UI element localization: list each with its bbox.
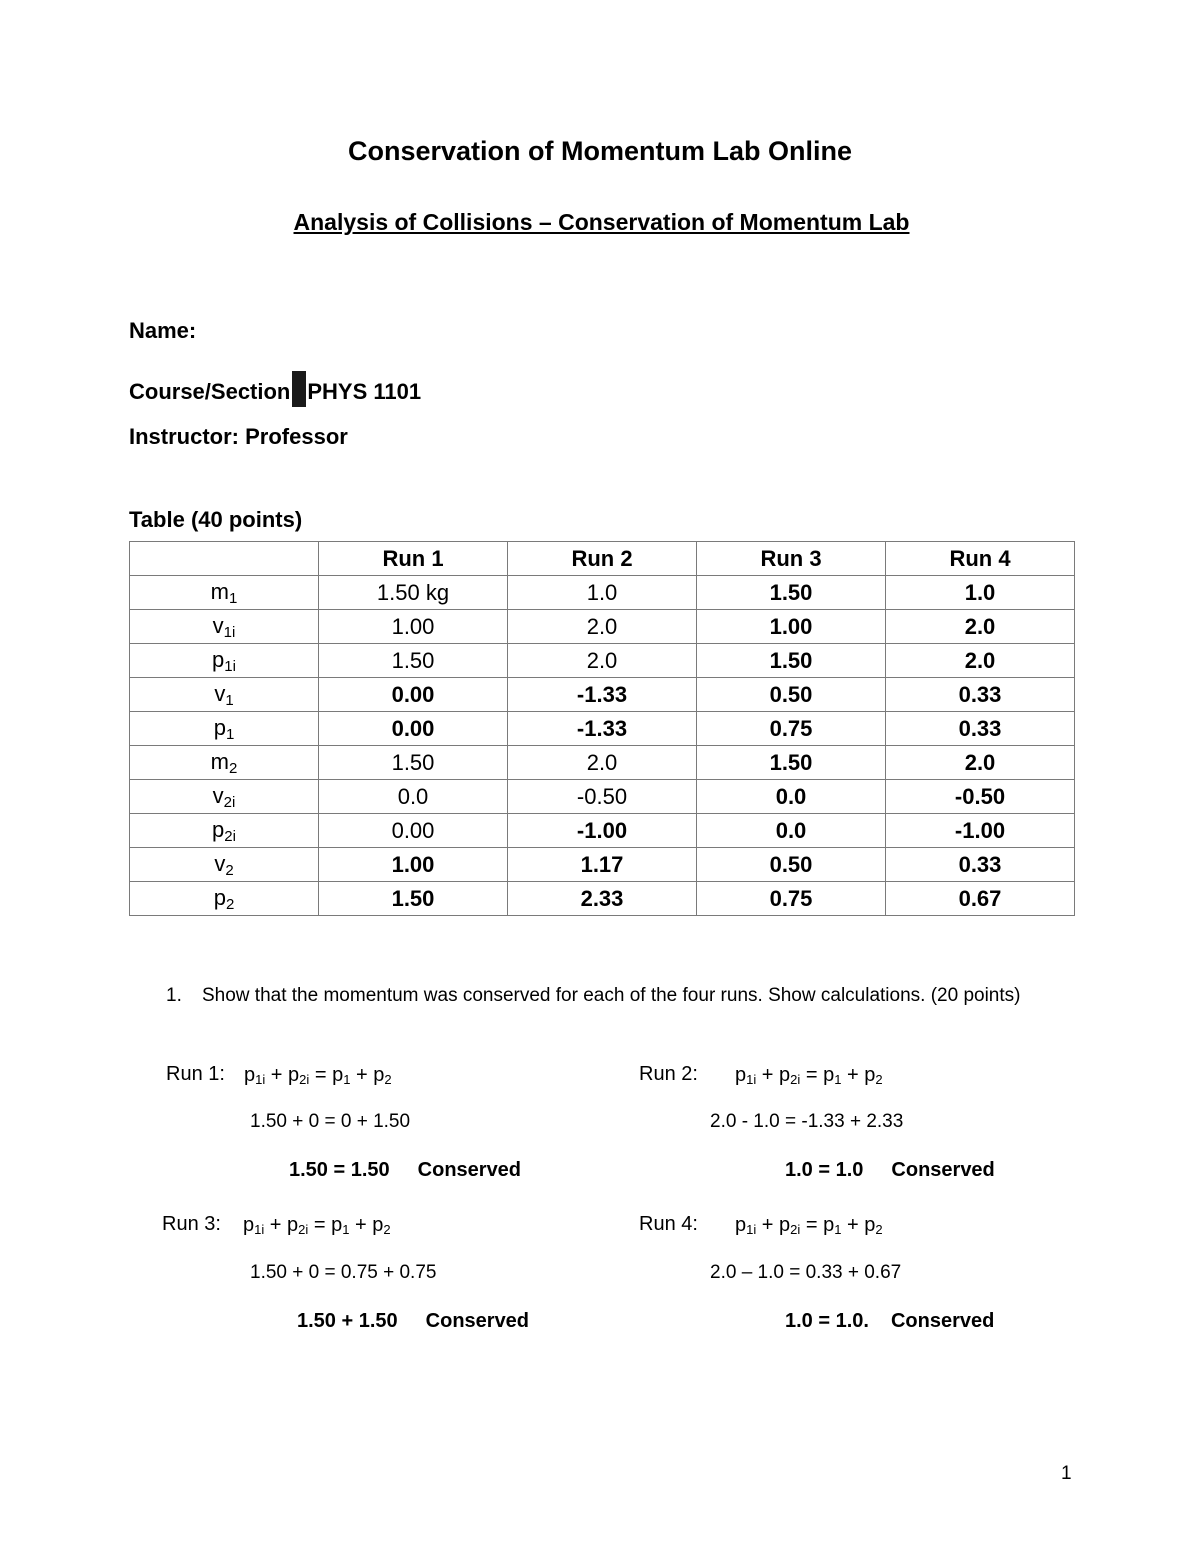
value-cell-run-2: -1.33 — [508, 712, 697, 746]
variable-subscript: 1 — [225, 725, 235, 743]
value-cell-run-3: 1.50 — [697, 746, 886, 780]
value-cell-run-3: 1.50 — [697, 644, 886, 678]
variable-subscript: 2i — [224, 827, 236, 845]
value-cell-run-1: 0.00 — [319, 712, 508, 746]
run-2-status: Conserved — [891, 1159, 995, 1181]
value-cell-run-4: -1.00 — [886, 814, 1075, 848]
value-cell-run-2: -1.33 — [508, 678, 697, 712]
variable-symbol: v — [212, 782, 224, 808]
value-cell-run-4: 1.0 — [886, 576, 1075, 610]
value-cell-run-2: 2.0 — [508, 644, 697, 678]
variable-subscript: 2 — [228, 759, 238, 777]
header-cell — [130, 542, 319, 576]
header-cell-run-4: Run 4 — [886, 542, 1075, 576]
variable-subscript: 1 — [225, 691, 234, 709]
run-3-calculation: 1.50 + 0 = 0.75 + 0.75 — [250, 1262, 437, 1283]
run-3-equation: $p_{1i} + p_{2i} = p_1 + p_2$ — [243, 1214, 391, 1237]
table-row — [130, 610, 1075, 644]
run-4-calculation: 2.0 – 1.0 = 0.33 + 0.67 — [710, 1262, 902, 1283]
variable-cell — [130, 576, 319, 610]
value-cell-run-4: 2.0 — [886, 746, 1075, 780]
instructor-label: Instructor: Professor — [129, 424, 348, 449]
variable-cell — [130, 848, 319, 882]
variable-symbol: m — [210, 578, 229, 604]
variable-cell — [130, 746, 319, 780]
document-subtitle: Analysis of Collisions – Conservation of Momentum Lab — [293, 209, 910, 235]
value-cell-run-3: 0.50 — [697, 848, 886, 882]
run-4-equation: $p_{1i} + p_{2i} = p_1 + p_2$ — [735, 1214, 883, 1237]
value-cell-run-1: 0.0 — [319, 780, 508, 814]
value-cell-run-3: 0.75 — [697, 882, 886, 916]
table-header-row — [130, 542, 1075, 576]
value-cell-run-1: 0.00 — [319, 678, 508, 712]
run-1-equation: $p_{1i} + p_{2i} = p_1 + p_2$ — [244, 1064, 392, 1087]
variable-symbol: p — [212, 816, 225, 842]
value-cell-run-2: 2.0 — [508, 746, 697, 780]
course-label: Course/Section — [129, 379, 291, 404]
variable-subscript: 1i — [223, 623, 236, 641]
run-3-result — [297, 1310, 529, 1333]
value-cell-run-1: 1.50 kg — [319, 576, 508, 610]
run-4-label: Run 4: — [639, 1213, 698, 1235]
run-2-calculation: 2.0 - 1.0 = -1.33 + 2.33 — [710, 1111, 904, 1132]
value-cell-run-1: 1.00 — [319, 848, 508, 882]
header-cell-run-3: Run 3 — [697, 542, 886, 576]
run-3-label: Run 3: — [162, 1213, 221, 1235]
variable-symbol: p — [213, 884, 226, 910]
run-2-equation: $p_{1i} + p_{2i} = p_1 + p_2$ — [735, 1064, 883, 1087]
variable-subscript: 2 — [225, 895, 235, 913]
value-cell-run-4: -0.50 — [886, 780, 1075, 814]
value-cell-run-3: 1.50 — [697, 576, 886, 610]
value-cell-run-2: 1.0 — [508, 576, 697, 610]
variable-cell — [130, 610, 319, 644]
run-1-label: Run 1: — [166, 1063, 225, 1085]
table-row — [130, 678, 1075, 712]
value-cell-run-1: 1.50 — [319, 746, 508, 780]
value-cell-run-1: 1.50 — [319, 644, 508, 678]
value-cell-run-3: 0.0 — [697, 814, 886, 848]
value-cell-run-4: 2.0 — [886, 610, 1075, 644]
variable-symbol: v — [214, 680, 226, 706]
variable-cell — [130, 780, 319, 814]
table-row — [130, 746, 1075, 780]
value-cell-run-4: 0.33 — [886, 678, 1075, 712]
table-row — [130, 712, 1075, 746]
value-cell-run-1: 1.00 — [319, 610, 508, 644]
run-1-result-value: 1.50 = 1.50 — [289, 1159, 390, 1181]
value-cell-run-2: -0.50 — [508, 780, 697, 814]
value-cell-run-3: 0.75 — [697, 712, 886, 746]
value-cell-run-1: 0.00 — [319, 814, 508, 848]
course-line — [129, 371, 421, 407]
value-cell-run-3: 0.0 — [697, 780, 886, 814]
variable-subscript: 1i — [224, 657, 236, 675]
course-value: PHYS 1101 — [307, 379, 422, 404]
value-cell-run-1: 1.50 — [319, 882, 508, 916]
run-1-calculation: 1.50 + 0 = 0 + 1.50 — [250, 1111, 411, 1132]
variable-subscript: 2i — [223, 793, 236, 811]
table-row — [130, 644, 1075, 678]
table-row — [130, 848, 1075, 882]
name-label: Name: — [129, 318, 197, 343]
run-2-result-value: 1.0 = 1.0 — [785, 1159, 864, 1181]
question-number: 1. — [166, 985, 182, 1006]
variable-symbol: v — [214, 850, 226, 876]
run-3-result-value: 1.50 + 1.50 — [297, 1310, 398, 1332]
header-cell-run-1: Run 1 — [319, 542, 508, 576]
variable-cell — [130, 644, 319, 678]
variable-cell — [130, 882, 319, 916]
variable-subscript: 2 — [225, 861, 234, 879]
value-cell-run-3: 0.50 — [697, 678, 886, 712]
table-row — [130, 576, 1075, 610]
question-text: Show that the momentum was conserved for each of the four runs. Show calculations. (20 points) — [202, 985, 1021, 1006]
run-2-result — [785, 1159, 995, 1182]
variable-symbol: p — [213, 714, 226, 740]
variable-symbol: v — [212, 612, 224, 638]
run-1-result — [289, 1159, 521, 1182]
run-4-status: Conserved — [890, 1310, 995, 1332]
table-row — [130, 882, 1075, 916]
value-cell-run-2: 1.17 — [508, 848, 697, 882]
value-cell-run-4: 0.33 — [886, 848, 1075, 882]
run-1-status: Conserved — [417, 1159, 522, 1181]
momentum-data-table — [129, 541, 1075, 916]
header-cell-run-2: Run 2 — [508, 542, 697, 576]
run-4-result-value: 1.0 = 1.0. — [785, 1310, 869, 1332]
run-2-label: Run 2: — [639, 1063, 698, 1085]
redaction-mark — [292, 371, 306, 407]
value-cell-run-4: 0.67 — [886, 882, 1075, 916]
run-4-result — [785, 1310, 994, 1333]
value-cell-run-2: -1.00 — [508, 814, 697, 848]
value-cell-run-3: 1.00 — [697, 610, 886, 644]
value-cell-run-4: 0.33 — [886, 712, 1075, 746]
value-cell-run-2: 2.33 — [508, 882, 697, 916]
variable-symbol: m — [210, 748, 229, 774]
table-row — [130, 814, 1075, 848]
page-number: 1 — [1061, 1463, 1072, 1484]
variable-cell — [130, 678, 319, 712]
table-row — [130, 780, 1075, 814]
variable-cell — [130, 814, 319, 848]
variable-cell — [130, 712, 319, 746]
value-cell-run-2: 2.0 — [508, 610, 697, 644]
run-3-status: Conserved — [425, 1310, 530, 1332]
table-heading: Table (40 points) — [129, 507, 303, 532]
document-title: Conservation of Momentum Lab Online — [347, 136, 853, 166]
variable-symbol: p — [212, 646, 225, 672]
variable-subscript: 1 — [228, 589, 238, 607]
value-cell-run-4: 2.0 — [886, 644, 1075, 678]
